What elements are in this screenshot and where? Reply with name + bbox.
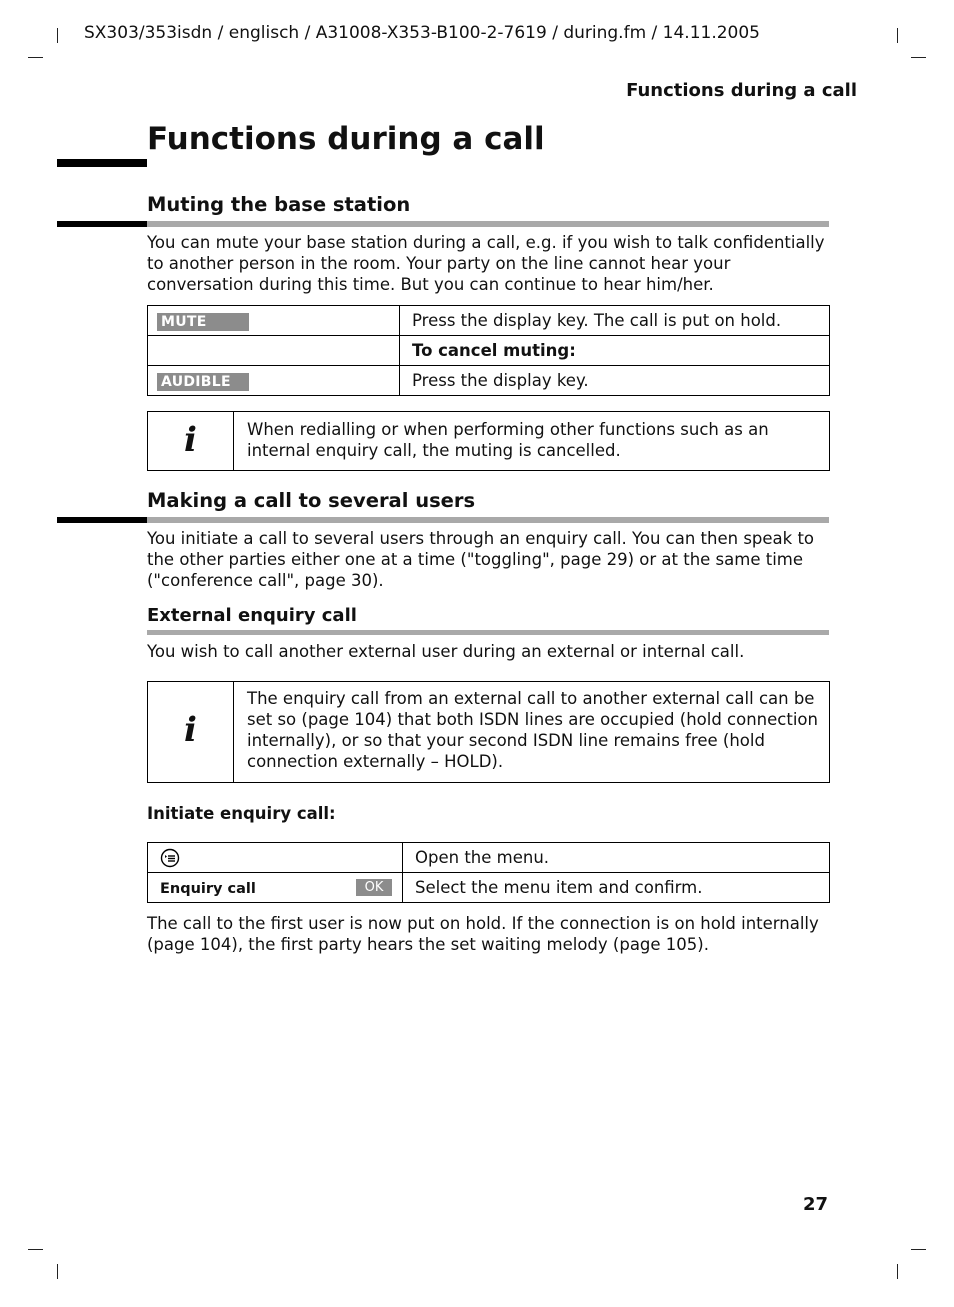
table-row <box>148 336 830 366</box>
key-cell <box>148 306 400 336</box>
info-icon-cell <box>148 412 234 470</box>
info-note-text: When redialling or when performing other functions such as an internal enquiry call, the muting is cancelled. <box>247 420 769 460</box>
info-icon: i <box>184 420 197 460</box>
key-cell <box>148 873 403 903</box>
crop-mark <box>897 28 898 43</box>
title-rule <box>57 159 147 167</box>
page-title: Functions during a call <box>147 121 545 157</box>
crop-mark <box>28 1249 43 1250</box>
external-enquiry-outro: The call to the first user is now put on hold. If the connection is on hold internally (page 104), the first party hears the set waiting melody (page 105). <box>147 914 819 954</box>
info-note-muting <box>147 411 830 471</box>
section-rule-gray <box>147 221 829 227</box>
document-info: SX303/353isdn / englisch / A31008-X353-B100-2-7619 / during.fm / 14.11.2005 <box>84 23 760 43</box>
section-heading-several-users: Making a call to several users <box>147 489 476 512</box>
muting-intro: You can mute your base station during a call, e.g. if you wish to talk confidentially to another person in the room. Your party on the line cannot hear your conversation during this time. But you can continue to hear him/her. <box>147 233 825 294</box>
external-enquiry-intro: You wish to call another external user during an external or internal call. <box>147 642 745 661</box>
table-row <box>148 366 830 396</box>
crop-mark <box>911 1249 926 1250</box>
ok-display-key[interactable]: OK <box>356 879 392 896</box>
subsection-heading-external-enquiry: External enquiry call <box>147 605 357 626</box>
step-text: Press the display key. The call is put on hold. <box>400 306 830 336</box>
section-rule-black <box>57 517 147 523</box>
crop-mark <box>57 28 58 43</box>
muting-steps-table <box>147 305 830 396</box>
step-text: To cancel muting: <box>400 336 830 366</box>
table-row <box>148 306 830 336</box>
info-icon: i <box>184 710 197 750</box>
key-cell <box>148 843 403 873</box>
info-note-text: The enquiry call from an external call to another external call can be set so (page 104) that both ISDN lines are occupied (hold connection internally), or so that your second ISDN line remains free (hold connection externally – HOLD). <box>247 689 818 771</box>
menu-key-icon[interactable] <box>160 848 180 868</box>
steps-heading: Initiate enquiry call: <box>147 804 336 823</box>
page-number: 27 <box>802 1194 828 1215</box>
table-row <box>148 873 830 903</box>
several-users-intro: You initiate a call to several users through an enquiry call. You can then speak to the other parties either one at a time ("toggling", page 29) or at the same time ("conference call", page 30). <box>147 529 815 590</box>
subsection-rule-gray <box>147 630 829 635</box>
crop-mark <box>911 57 926 58</box>
section-heading-muting: Muting the base station <box>147 193 411 216</box>
key-cell <box>148 366 400 396</box>
step-text: Select the menu item and confirm. <box>403 873 830 903</box>
key-cell <box>148 336 400 366</box>
step-text: Open the menu. <box>403 843 830 873</box>
info-icon-cell <box>148 682 234 782</box>
table-row <box>148 843 830 873</box>
running-title: Functions during a call <box>626 80 857 101</box>
enquiry-steps-table <box>147 842 830 903</box>
menu-item-enquiry-call[interactable]: Enquiry call <box>160 881 256 897</box>
crop-mark <box>28 57 43 58</box>
info-note-external <box>147 681 830 783</box>
section-rule-gray <box>147 517 829 523</box>
section-rule-black <box>57 221 147 227</box>
audible-display-key[interactable]: AUDIBLE <box>157 373 249 391</box>
step-text: Press the display key. <box>400 366 830 396</box>
crop-mark <box>897 1264 898 1279</box>
mute-display-key[interactable]: MUTE <box>157 313 249 331</box>
crop-mark <box>57 1264 58 1279</box>
